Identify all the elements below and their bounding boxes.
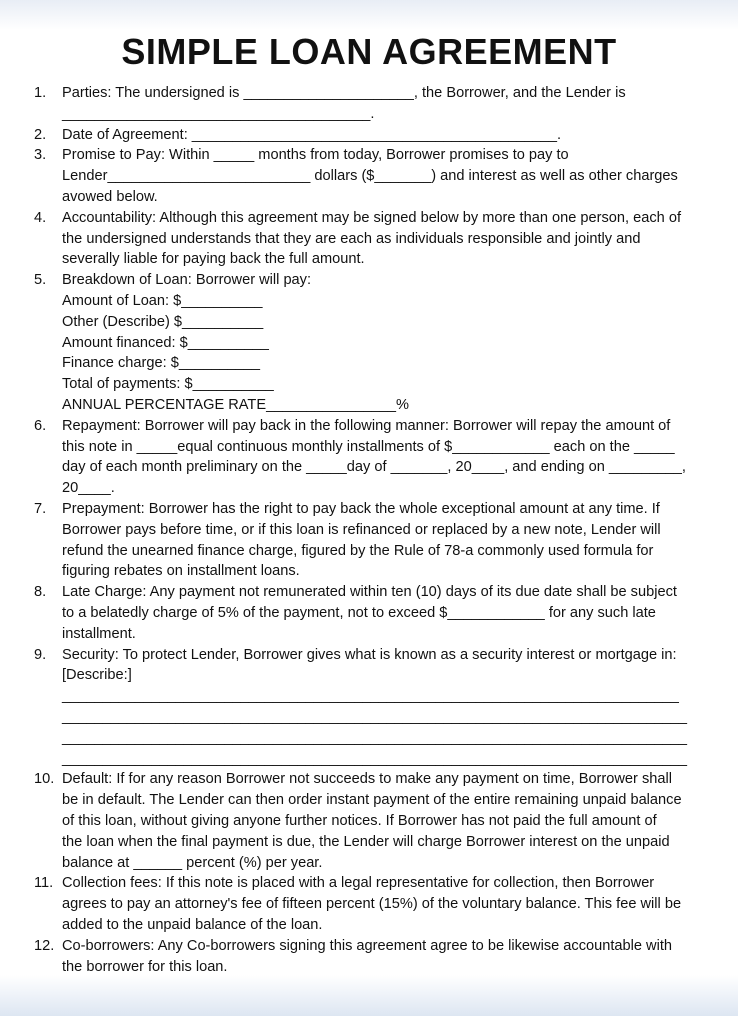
item-number: 1.: [34, 85, 47, 101]
item-text-line: to a belatedly charge of 5% of the payment, not to exceed $____________ for any such late: [62, 605, 656, 621]
item-number: 2.: [34, 126, 47, 143]
item-text-line: Repayment: Borrower will pay back in the following manner: Borrower will repay the amount of: [62, 417, 671, 434]
item-text-line: [Describe:]: [62, 667, 132, 684]
item-text-line: Total of payments: $__________: [62, 376, 274, 393]
item-text-line: of this loan, without giving anyone further notices. If Borrower has not paid the full amount of: [62, 813, 657, 829]
item-text-line: refund the unearned finance charge, figured by the Rule of 78-a commonly used formula for: [62, 542, 654, 559]
item-number: 9.: [34, 646, 47, 663]
item-text-line: Collection fees: If this note is placed with a legal representative for collection, then Borrower: [62, 875, 655, 892]
item-text-line: Parties: The undersigned is _____________________, the Borrower, and the Lender is: [62, 85, 626, 101]
item-text-line: avowed below.: [62, 189, 158, 205]
item-text-line: added to the unpaid balance of the loan.: [62, 917, 323, 933]
item-text-line: this note in _____equal continuous monthly installments of $____________ each on the _____: [62, 438, 675, 455]
item-text-line: Default: If for any reason Borrower not succeeds to make any payment on time, Borrower shall: [62, 771, 672, 788]
item-number: 10.: [34, 771, 55, 788]
item-number: 11.: [34, 875, 54, 892]
item-text-line: Promise to Pay: Within _____ months from today, Borrower promises to pay to: [62, 147, 569, 164]
item-text-line: be in default. The Lender can then order instant payment of the entire remaining unpaid balance: [62, 792, 682, 809]
item-text-line: day of each month preliminary on the _____day of _______, 20____, and ending on _________,: [62, 459, 686, 476]
item-text-line: Security: To protect Lender, Borrower gives what is known as a security interest or mortgage in:: [62, 646, 677, 663]
item-text-line: the loan when the final payment is due, the Lender will charge Borrower interest on the unpaid: [62, 833, 670, 850]
item-text-line: Borrower pays before time, or if this loan is refinanced or replaced by a new note, Lender will: [62, 521, 661, 538]
item-text-line: balance at ______ percent (%) per year.: [62, 854, 323, 871]
item-text-line: Prepayment: Borrower has the right to pay back the whole exceptional amount at any time. If: [62, 501, 660, 517]
item-text-line: agrees to pay an attorney's fee of fifteen percent (15%) of the voluntary balance. This fee will be: [62, 896, 682, 913]
item-text-line: Amount financed: $__________: [62, 334, 269, 351]
item-text-line: Breakdown of Loan: Borrower will pay:: [62, 272, 312, 289]
item-number: 5.: [34, 272, 47, 289]
item-number: 12.: [34, 937, 55, 954]
item-text-line: the borrower for this loan.: [62, 958, 228, 975]
item-text-line: Accountability: Although this agreement may be signed below by more than one person, each of: [62, 209, 681, 226]
item-text-line: ______________________________________.: [62, 105, 375, 122]
item-text-line: ANNUAL PERCENTAGE RATE________________%: [62, 397, 409, 413]
item-text-line: _____________________________________________________________________________: [62, 709, 687, 725]
item-number: 8.: [34, 584, 47, 601]
item-number: 7.: [34, 501, 47, 517]
item-text-line: Co-borrowers: Any Co-borrowers signing this agreement agree to be likewise accountable with: [62, 937, 672, 954]
item-text-line: Amount of Loan: $__________: [62, 293, 263, 309]
item-text-line: installment.: [62, 625, 136, 642]
item-text-line: Lender_________________________ dollars ($_______) and interest as well as other charges: [62, 168, 678, 185]
item-text-line: ____________________________________________________________________________: [62, 688, 679, 705]
item-text-line: 20____.: [62, 480, 115, 497]
item-text-line: Other (Describe) $__________: [62, 313, 264, 330]
item-text-line: Finance charge: $__________: [62, 355, 260, 372]
item-text-line: figuring rebates on installment loans.: [62, 563, 300, 580]
item-text-line: _____________________________________________________________________________: [62, 729, 687, 746]
item-number: 6.: [34, 417, 47, 434]
item-number: 4.: [34, 209, 47, 226]
item-text-line: severally liable for paying back the full amount.: [62, 251, 365, 268]
item-text-line: _____________________________________________________________________________: [62, 750, 687, 767]
item-text-line: the undersigned understands that they are each as individuals responsible and jointly and: [62, 230, 641, 247]
item-text-line: Late Charge: Any payment not remunerated within ten (10) days of its due date shall be subject: [62, 584, 677, 601]
item-text-line: Date of Agreement: _____________________________________________.: [62, 126, 562, 143]
item-number: 3.: [34, 147, 47, 164]
document-title: SIMPLE LOAN AGREEMENT: [121, 31, 617, 72]
